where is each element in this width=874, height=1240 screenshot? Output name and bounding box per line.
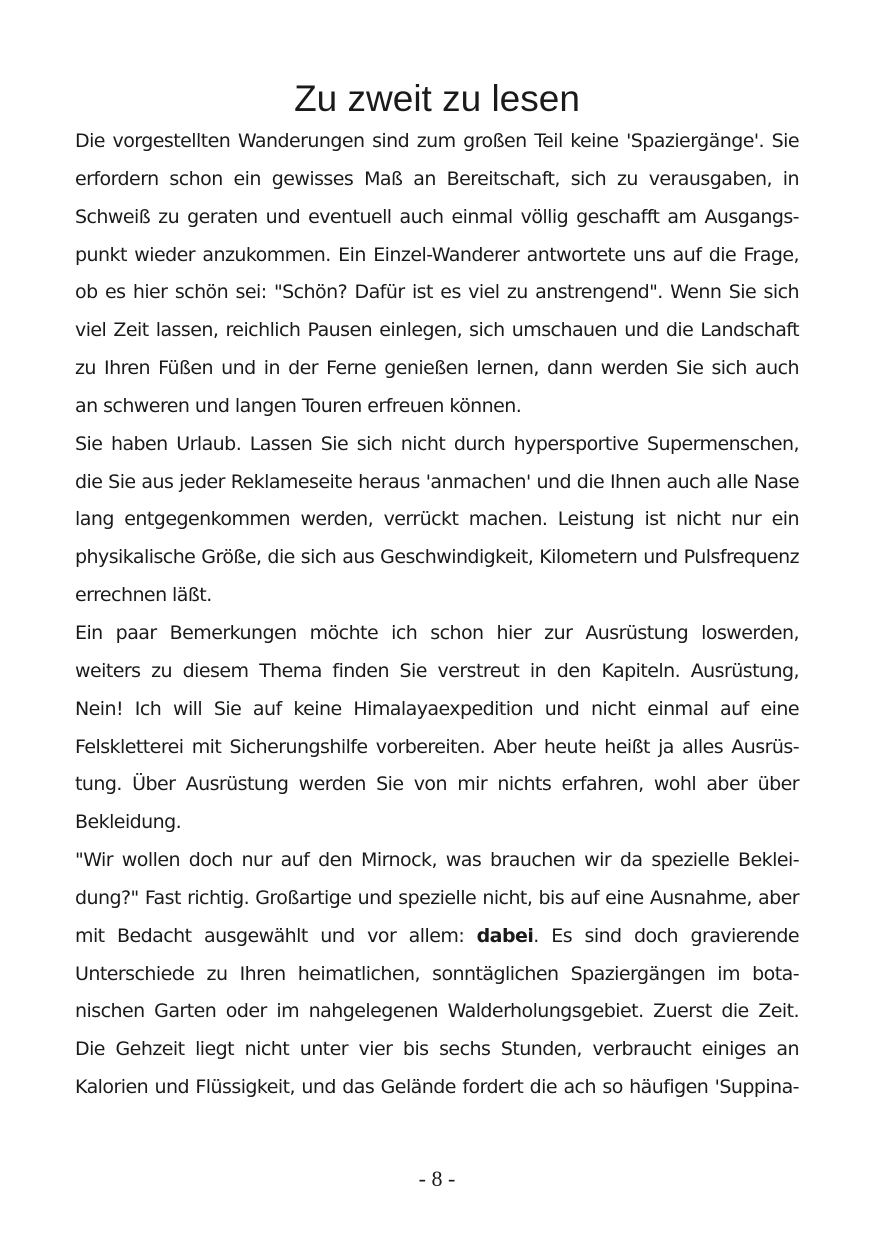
text-line: "Wir wollen doch nur auf den Mirnock, was brauchen wir da spezielle Beklei- — [75, 849, 799, 872]
text-line: Felskletterei mit Sicherungshilfe vorbereiten. Aber heute heißt ja alles Ausrüs- — [75, 735, 799, 758]
text-line: an schweren und langen Touren erfreuen können. — [75, 394, 522, 417]
text-line: Die Gehzeit liegt nicht unter vier bis sechs Stunden, verbraucht einiges an — [75, 1038, 799, 1061]
text-line: die Sie aus jeder Reklameseite heraus 'anmachen' und die Ihnen auch alle Nase — [75, 470, 799, 493]
text-segment: mit Bedacht ausgewählt und vor allem: — [75, 924, 477, 947]
text-line: punkt wieder anzukommen. Ein Einzel-Wanderer antwortete uns auf die Frage, — [75, 243, 799, 266]
text-line: lang entgegenkommen werden, verrückt machen. Leistung ist nicht nur ein — [75, 508, 799, 531]
text-line: Unterschiede zu Ihren heimatlichen, sonntäglichen Spaziergängen im bota- — [75, 962, 799, 985]
text-line: Bekleidung. — [75, 811, 182, 834]
page-title: Zu zweit zu lesen — [294, 78, 580, 119]
text-line: errechnen läßt. — [75, 584, 212, 607]
paragraph — [75, 615, 799, 842]
text-line: zu Ihren Füßen und in der Ferne genießen lernen, dann werden Sie sich auch — [75, 357, 799, 380]
text-line: Kalorien und Flüssigkeit, und das Gelände fordert die ach so häufigen 'Suppina- — [75, 1076, 799, 1099]
text-segment: . Es sind doch gravierende — [533, 924, 799, 947]
text-line: weiters zu diesem Thema finden Sie verstreut in den Kapiteln. Ausrüstung, — [75, 659, 799, 682]
text-line: ob es hier schön sei: "Schön? Dafür ist es viel zu anstrengend". Wenn Sie sich — [75, 281, 799, 304]
text-line: Sie haben Urlaub. Lassen Sie sich nicht durch hypersportive Supermenschen, — [75, 432, 799, 455]
text-line: physikalische Größe, die sich aus Geschwindigkeit, Kilometern und Pulsfrequenz — [75, 546, 799, 569]
paragraph — [75, 426, 799, 615]
text-line: tung. Über Ausrüstung werden Sie von mir nichts erfahren, wohl aber über — [75, 773, 799, 796]
paragraph — [75, 842, 799, 1107]
text-line: Ein paar Bemerkungen möchte ich schon hier zur Ausrüstung loswerden, — [75, 621, 799, 644]
text-line: dung?" Fast richtig. Großartige und spezielle nicht, bis auf eine Ausnahme, aber — [75, 886, 799, 909]
text-line: Schweiß zu geraten und eventuell auch einmal völlig geschafft am Ausgangs- — [75, 205, 799, 228]
text-line: erfordern schon ein gewisses Maß an Bereitschaft, sich zu verausgaben, in — [75, 167, 799, 190]
paragraph — [75, 123, 799, 426]
text-line: Nein! Ich will Sie auf keine Himalayaexpedition und nicht einmal auf eine — [75, 697, 799, 720]
page-number: - 8 - — [418, 1166, 456, 1191]
text-line: Die vorgestellten Wanderungen sind zum großen Teil keine 'Spaziergänge'. Sie — [75, 130, 799, 152]
text-line: viel Zeit lassen, reichlich Pausen einlegen, sich umschauen und die Landschaft — [75, 319, 799, 342]
emphasis-word: dabei — [476, 924, 534, 947]
text-line-with-emphasis — [75, 918, 799, 956]
text-line: nischen Garten oder im nahgelegenen Walderholungsgebiet. Zuerst die Zeit. — [75, 1000, 799, 1023]
body-text — [75, 123, 799, 1107]
